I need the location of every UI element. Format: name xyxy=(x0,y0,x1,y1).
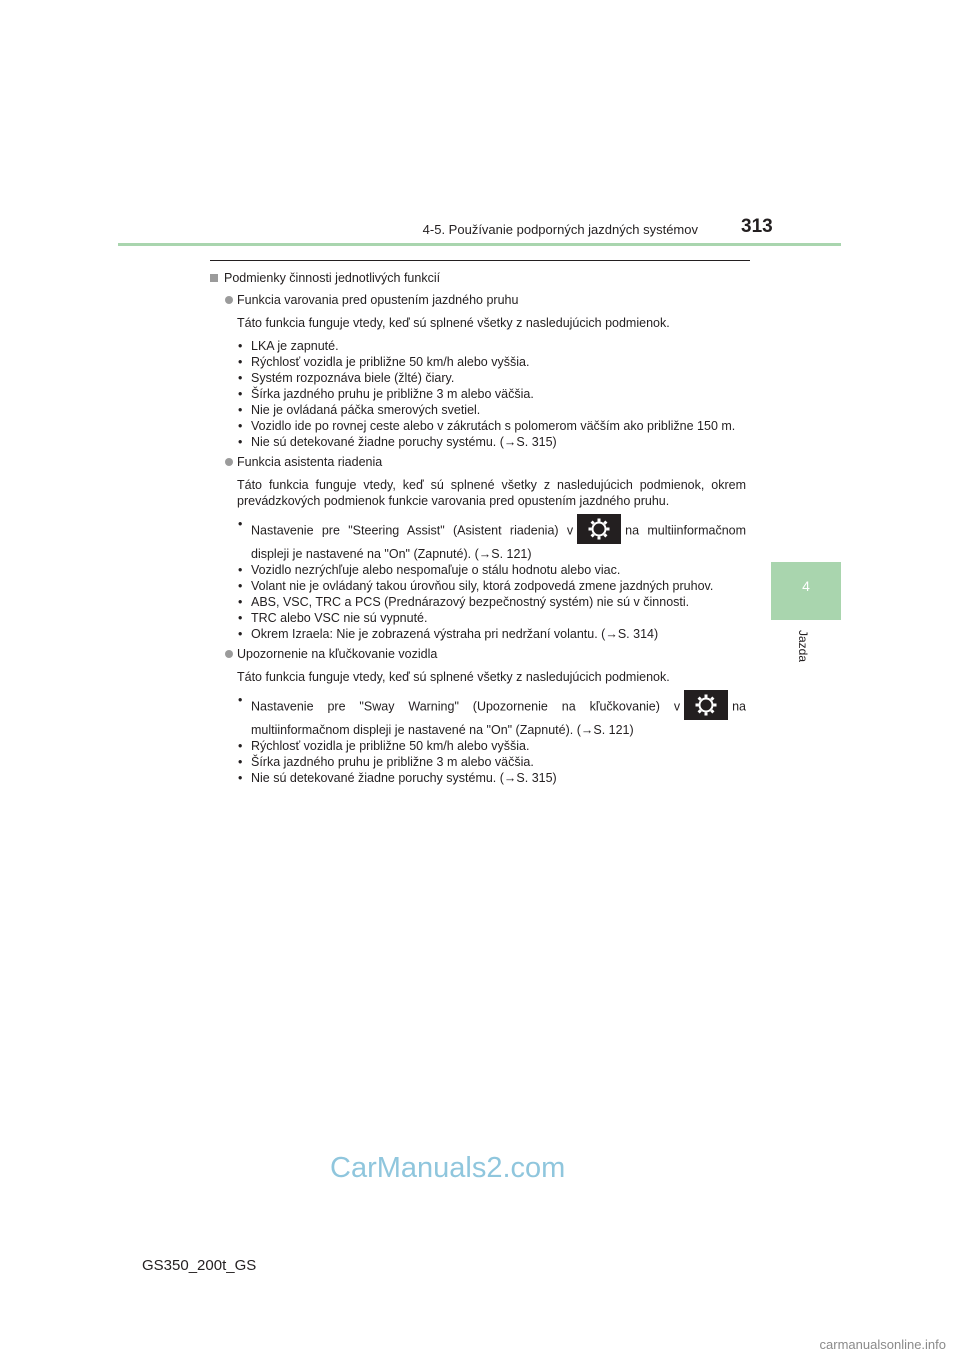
list-item: • TRC alebo VSC nie sú vypnuté. xyxy=(238,611,428,625)
chapter-label: Jazda xyxy=(796,630,810,663)
block-title xyxy=(210,644,746,664)
list-item: • Nastavenie pre "Sway Warning" (Upozornenie na kľučkovanie) v na multiinformačnom displeji je nastavené na "On" (Zapnuté). (→S. 121) xyxy=(237,692,746,738)
list-item: • LKA je zapnuté. xyxy=(238,339,339,353)
condition-block-sway-warning xyxy=(210,644,746,786)
list-item: • Rýchlosť vozidla je približne 50 km/h alebo vyššia. xyxy=(238,739,530,753)
condition-list xyxy=(210,516,746,642)
gear-icon xyxy=(577,514,621,544)
block-intro: Táto funkcia funguje vtedy, keď sú splnené všetky z nasledujúcich podmienok. xyxy=(237,670,670,684)
gear-icon xyxy=(684,690,728,720)
condition-block-steering-assist xyxy=(210,452,746,642)
header-divider xyxy=(118,243,841,246)
condition-list xyxy=(210,692,746,786)
section-heading xyxy=(210,268,746,288)
list-item: • Nastavenie pre "Steering Assist" (Asistent riadenia) v na multiinformačnom displeji je nastavené na "On" (Zapnuté). (→S. 121) xyxy=(237,516,746,562)
list-item: • ABS, VSC, TRC a PCS (Prednárazový bezpečnostný systém) nie sú v činnosti. xyxy=(238,595,690,609)
list-item: • Rýchlosť vozidla je približne 50 km/h alebo vyššia. xyxy=(238,355,530,369)
block-intro: Táto funkcia funguje vtedy, keď sú splnené všetky z nasledujúcich podmienok. xyxy=(237,316,670,330)
block-title-text: Funkcia varovania pred opustením jazdného pruhu xyxy=(237,293,519,307)
block-title xyxy=(210,452,746,472)
content-divider xyxy=(210,260,750,261)
page-number: 313 xyxy=(741,216,773,237)
condition-list xyxy=(210,338,746,450)
list-item: • Systém rozpoznáva biele (žlté) čiary. xyxy=(238,371,455,385)
footer-model-code: GS350_200t_GS xyxy=(142,1257,257,1274)
list-item: • Šírka jazdného pruhu je približne 3 m alebo väčšia. xyxy=(238,387,534,401)
circle-bullet-icon xyxy=(225,296,233,304)
block-intro: Táto funkcia funguje vtedy, keď sú splnené všetky z nasledujúcich podmienok, okrem prevádzkových podmienok funkcie varovania pred opustením jazdného pruhu. xyxy=(237,478,746,508)
block-title-text: Upozornenie na kľučkovanie vozidla xyxy=(237,647,438,661)
list-item: • Nie je ovládaná páčka smerových svetiel. xyxy=(238,403,481,417)
list-item: • Okrem Izraela: Nie je zobrazená výstraha pri nedržaní volantu. (→S. 314) xyxy=(238,627,659,641)
list-item: • Nie sú detekované žiadne poruchy systému. (→S. 315) xyxy=(238,771,557,785)
page-content xyxy=(210,268,746,786)
condition-block-lane-departure xyxy=(210,290,746,450)
block-title-text: Funkcia asistenta riadenia xyxy=(237,455,383,469)
section-heading-text: Podmienky činnosti jednotlivých funkcií xyxy=(224,271,441,285)
watermark-corner-text: carmanualsonline.info xyxy=(819,1337,946,1352)
list-item: • Volant nie je ovládaný takou úrovňou sily, ktorá zodpovedá zmene jazdných pruhov. xyxy=(238,579,714,593)
list-item: • Šírka jazdného pruhu je približne 3 m alebo väčšia. xyxy=(238,755,534,769)
chapter-tab: 4 xyxy=(771,562,841,620)
block-title xyxy=(210,290,746,310)
circle-bullet-icon xyxy=(225,458,233,466)
list-item: • Nie sú detekované žiadne poruchy systému. (→S. 315) xyxy=(238,435,557,449)
circle-bullet-icon xyxy=(225,650,233,658)
square-bullet-icon xyxy=(210,274,218,282)
watermark-logo-text: CarManuals2.com xyxy=(330,1152,566,1184)
section-title: 4-5. Používanie podporných jazdných systémov xyxy=(422,222,698,237)
list-item: • Vozidlo nezrýchľuje alebo nespomaľuje o stálu hodnotu alebo viac. xyxy=(238,563,621,577)
list-item: • Vozidlo ide po rovnej ceste alebo v zákrutách s polomerom väčším ako približne 150 m. xyxy=(238,419,736,433)
